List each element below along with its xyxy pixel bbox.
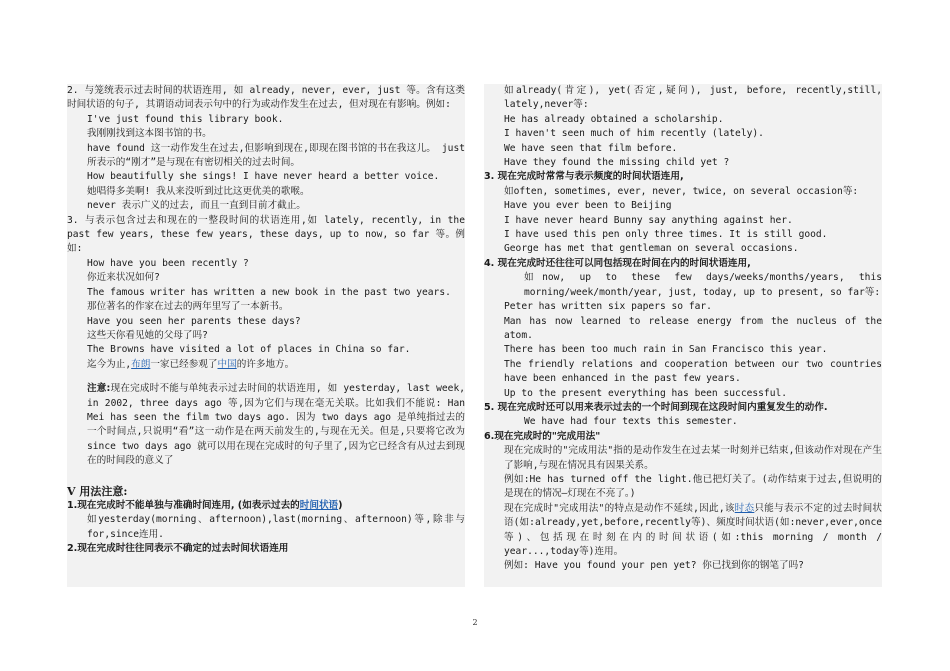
usage-2-example-1: He has already obtained a scholarship. [504,113,724,125]
example-1-en: I've just found this library book. [87,113,284,125]
usage-3-example-4: George has met that gentleman on several occasions. [504,243,799,255]
example-6-zh-mid: 一家已经参观了 [150,358,218,370]
example-2-note: never 表示广义的过去, 而且一直到目前才截止。 [87,200,306,212]
example-6-zh-pre: 迄今为止, [87,358,132,370]
usage-5-example-1: We have had four texts this semester. [524,416,738,428]
link-brown[interactable]: 布朗 [131,358,151,370]
usage-3-title: 3. 现在完成时常常与表示频度的时间状语连用, [484,171,684,183]
usage-6-paragraph-3-post: 只能与表示不定的过去时间状语(如:already,yet,before,recently等)、频度时间状语(如:never,ever,once等)、包括现在时刻在内的时间状语(如:this morning / month / year...,today等)连用。 [504,502,883,557]
usage-6-paragraph-4: 例如: Have you found your pen yet? 你已找到你的钢笔了吗? [504,560,804,572]
example-6-zh [67,358,465,372]
note-label: 注意: [87,383,111,395]
usage-4-example-4: The friendly relations and cooperation between our two countries have been enhanced in the past few years. [504,358,882,385]
example-4-zh: 那位著名的作家在过去的两年里写了一本新书。 [87,301,289,313]
spacer [67,469,465,485]
example-5-zh: 这些天你看见她的父母了吗? [87,329,208,341]
paragraph-3-title: 3. 与表示包含过去和现在的一整段时间的状语连用,如 lately, recently, in the past few years, these few years, these days, up to now, so far 等。例如: [67,214,465,255]
example-2-en: How beautifully she sings! I have never heard a better voice. [87,171,440,183]
spacer [67,372,465,382]
usage-1-text: 如yesterday(morning、afternoon),last(morning、afternoon)等,除非与for,since连用. [87,514,465,540]
example-1-note: have found 这一动作发生在过去,但影响到现在,即现在图书馆的书在我这儿。 just 所表示的“刚才”是与现在有密切相关的过去时间。 [87,142,465,169]
usage-4-example-3: There has been too much rain in San Francisco this year. [504,344,828,356]
link-time-adverbial[interactable]: 时间状语 [299,499,339,511]
usage-4-example-1: Peter has written six papers so far. [504,301,712,313]
usage-4-title: 4. 现在完成时还往往可以同包括现在时间在内的时间状语连用, [484,257,751,269]
usage-1-title-pre: 1.现在完成时不能单独与准确时间连用, (如表示过去的 [67,499,300,511]
usage-2-title: 2.现在完成时往往同表示不确定的过去时间状语连用 [67,543,289,555]
usage-4-example-2: Man has now learned to release energy from the nucleus of the atom. [504,315,882,341]
example-3-zh: 你近来状况如何? [87,272,160,284]
usage-6-paragraph-1: 现在完成时的"完成用法"指的是动作发生在过去某一时刻并已结束,但该动作对现在产生了影响,与现在情况具有因果关系。 [504,445,882,471]
example-6-en: The Browns have visited a lot of places in China so far. [87,344,411,356]
paragraph-2-title: 2. 与笼统表示过去时间的状语连用, 如 already, never, ever, just 等。含有这类时间状语的句子, 其谓语动词表示句中的行为或动作发生在过去, 但对现在有影响。例如: [67,85,465,111]
example-3-en: How have you been recently ? [87,257,249,269]
usage-3-example-2: I have never heard Bunny say anything against her. [504,214,793,226]
usage-2-example-2: I haven't seen much of him recently (lately). [504,128,764,140]
example-5-en: Have you seen her parents these days? [87,315,301,327]
example-1-zh: 我刚刚找到这本图书馆的书。 [87,128,212,140]
usage-1-title-post: ) [338,499,343,511]
example-4-en: The famous writer has written a new book in the past two years. [87,286,451,298]
page-number: 2 [472,618,478,627]
usage-3-example-1: Have you ever been to Beijing [504,200,672,212]
usage-5-title: 5. 现在完成时还可以用来表示过去的一个时间到现在这段时间内重复发生的动作. [484,401,828,413]
section-5-title: V 用法注意: [67,484,128,498]
usage-3-intro: 如often, sometimes, ever, never, twice, on several occasion等: [504,185,859,197]
usage-2-example-4: Have they found the missing child yet ? [504,157,730,169]
usage-6-title: 6.现在完成时的"完成用法" [484,430,601,442]
usage-1-title [67,499,465,513]
usage-2-example-3: We have seen that film before. [504,142,678,154]
link-tense[interactable]: 时态 [734,502,755,514]
right-column [484,84,882,587]
link-china[interactable]: 中国 [217,358,237,370]
usage-3-example-3: I have used this pen only three times. It is still good. [504,229,828,241]
note-paragraph [67,382,465,468]
example-2-zh: 她唱得多美啊! 我从来没听到过比这更优美的歌喉。 [87,185,310,197]
note-text: 现在完成时不能与单纯表示过去时间的状语连用, 如 yesterday, last week, in 2002, three days ago 等,因为它们与现在毫无关联。比如我们不能说: Han Mei has seen the film two days ago. 因为 two days ago 是单纯指过去的一个时间点,只说明“看”这一动作是在两天前发生的,与现在无关。但是,只要将它改为 since two days ago 就可以用在现在完成时的句子里了,因为它已经含有从过去到现在的时间段的意义了 [87,383,465,467]
usage-6-paragraph-2: 例如:He has turned off the light.他已把灯关了。(动作结束于过去,但说明的是现在的情况—灯现在不亮了。) [504,473,882,500]
usage-2-intro: 如already(肯定), yet(否定,疑问), just, before, recently,still, lately,never等: [504,85,882,111]
example-6-zh-post: 的许多地方。 [236,358,295,370]
usage-4-example-5: Up to the present everything has been successful. [504,387,788,399]
usage-6-paragraph-3-pre: 现在完成时"完成用法"的特点是动作不延续,因此,该 [504,502,735,514]
usage-6-paragraph-3 [484,502,882,560]
left-column [67,84,465,587]
usage-4-intro: 如now, up to these few days/weeks/months/years, this morning/week/month/year, just, today, up to present, so far等: [524,272,882,298]
